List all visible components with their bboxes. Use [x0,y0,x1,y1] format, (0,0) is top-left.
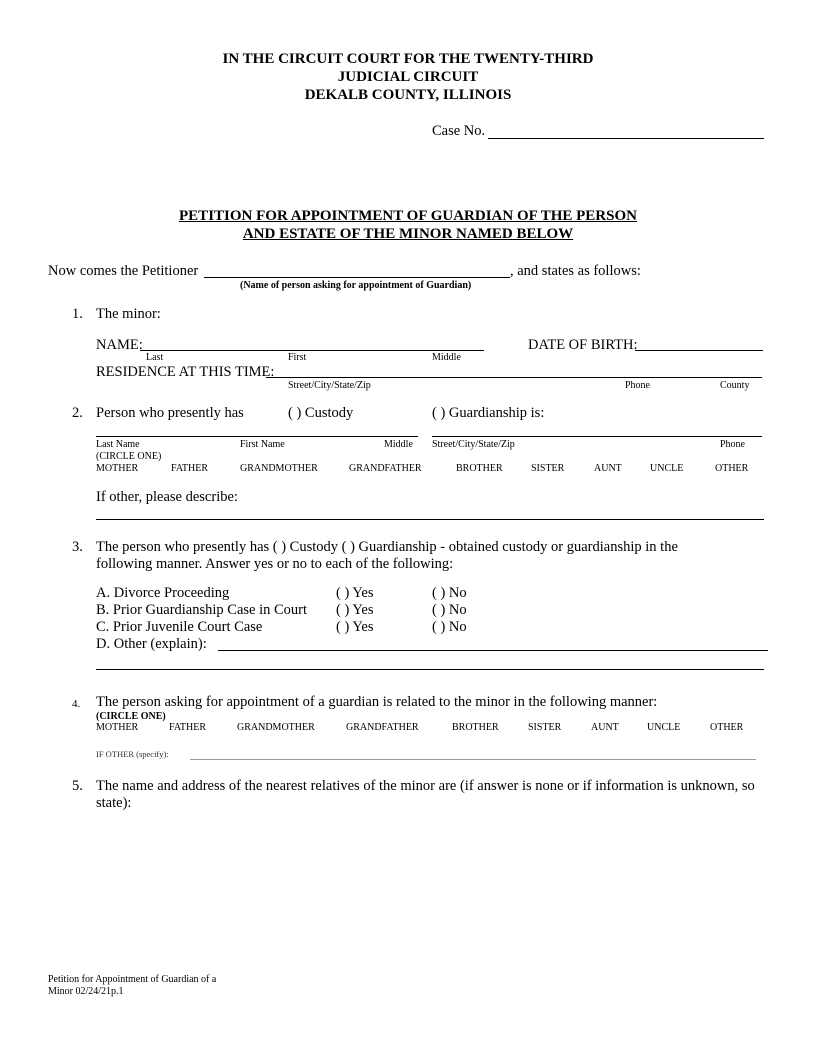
s2-caption-phone: Phone [720,439,745,450]
s2-text: Person who presently has [96,405,244,421]
s4-other-label: IF OTHER (specify): [96,749,169,759]
s5-line2: state): [96,795,132,811]
s3-item-b-label: B. Prior Guardianship Case in Court [96,602,308,618]
s3-item-a-no[interactable]: ( ) No [432,585,467,601]
s4-other-field[interactable] [190,759,756,760]
name-caption-first: First [288,352,307,363]
s3-item-a-yes[interactable]: ( ) Yes [336,585,374,601]
s4-number: 4. [72,698,81,710]
dob-field[interactable] [635,350,763,351]
s3-item-b-yes[interactable]: ( ) Yes [336,602,374,618]
s3-line2: following manner. Answer yes or no to each of the following: [96,556,454,572]
court-header-line2: JUDICIAL CIRCUIT [337,69,479,85]
s2-relation-brother[interactable]: BROTHER [456,463,503,474]
s2-caption-address: Street/City/State/Zip [432,439,515,450]
s3-number: 3. [72,539,83,555]
s2-relation-grandfather[interactable]: GRANDFATHER [349,463,422,474]
case-no-label: Case No. [432,123,486,139]
petition-title-line1: PETITION FOR APPOINTMENT OF GUARDIAN OF THE PERSON [179,208,637,224]
footer-line2: Minor 02/24/21p.1 [48,986,124,997]
petition-title-line2: AND ESTATE OF THE MINOR NAMED BELOW [242,226,574,242]
s2-relation-uncle[interactable]: UNCLE [650,463,684,474]
s4-relation-sister[interactable]: SISTER [528,722,562,733]
residence-label: RESIDENCE AT THIS TIME: [96,364,275,380]
name-caption-last: Last [146,352,164,363]
s3-line1: The person who presently has ( ) Custody ( ) Guardianship - obtained custody or guardianship in the [96,539,678,555]
s1-number: 1. [72,306,83,322]
s4-relation-brother[interactable]: BROTHER [452,722,499,733]
s2-address-field[interactable] [432,436,762,437]
s3-item-b-no[interactable]: ( ) No [432,602,467,618]
s4-relation-uncle[interactable]: UNCLE [647,722,681,733]
s2-relation-grandmother[interactable]: GRANDMOTHER [240,463,318,474]
res-caption-county: County [720,380,750,391]
name-caption-middle: Middle [432,352,461,363]
s1-text: The minor: [96,306,161,322]
s2-relation-father[interactable]: FATHER [171,463,209,474]
s2-name-field[interactable] [96,436,418,437]
court-header-line1: IN THE CIRCUIT COURT FOR THE TWENTY-THIRD [222,51,594,67]
intro-suffix: , and states as follows: [510,263,641,279]
petitioner-caption: (Name of person asking for appointment of Guardian) [240,280,472,291]
s2-other-label: If other, please describe: [96,489,238,505]
s3-other-field-2[interactable] [96,669,764,670]
s2-caption-last: Last Name [96,439,140,450]
s2-relation-other[interactable]: OTHER [715,463,749,474]
s5-number: 5. [72,778,83,794]
intro-prefix: Now comes the Petitioner [48,263,199,279]
s4-relation-aunt[interactable]: AUNT [591,722,619,733]
s4-relation-father[interactable]: FATHER [169,722,207,733]
s3-other-field[interactable] [218,650,768,651]
s2-guardianship-checkbox[interactable]: ( ) Guardianship is: [432,405,545,421]
s4-relation-grandfather[interactable]: GRANDFATHER [346,722,419,733]
s2-relation-mother[interactable]: MOTHER [96,463,139,474]
s3-item-c-no[interactable]: ( ) No [432,619,467,635]
s2-number: 2. [72,405,83,421]
res-caption-phone: Phone [625,380,650,391]
s4-relation-grandmother[interactable]: GRANDMOTHER [237,722,315,733]
s4-text: The person asking for appointment of a guardian is related to the minor in the following manner: [96,694,658,710]
court-header-line3: DEKALB COUNTY, ILLINOIS [304,87,512,103]
s2-caption-first: First Name [240,439,285,450]
s2-circle-one: (CIRCLE ONE) [96,451,162,462]
s2-caption-middle: Middle [384,439,413,450]
dob-label: DATE OF BIRTH: [528,337,638,353]
s3-other-label: D. Other (explain): [96,636,207,652]
s2-relation-sister[interactable]: SISTER [531,463,565,474]
s4-relation-mother[interactable]: MOTHER [96,722,139,733]
s3-item-c-label: C. Prior Juvenile Court Case [96,619,263,635]
residence-field[interactable] [266,377,762,378]
petitioner-name-field[interactable] [204,277,510,278]
s3-item-a-label: A. Divorce Proceeding [96,585,230,601]
res-caption-street: Street/City/State/Zip [288,380,371,391]
s3-item-c-yes[interactable]: ( ) Yes [336,619,374,635]
s4-relation-other[interactable]: OTHER [710,722,744,733]
s4-circle-one: (CIRCLE ONE) [96,711,166,722]
footer-line1: Petition for Appointment of Guardian of a [48,974,217,985]
case-no-field[interactable] [488,138,764,139]
s2-custody-checkbox[interactable]: ( ) Custody [288,405,354,421]
s2-relation-aunt[interactable]: AUNT [594,463,622,474]
minor-name-field[interactable] [140,350,484,351]
s2-other-field[interactable] [96,519,764,520]
s5-line1: The name and address of the nearest relatives of the minor are (if answer is none or if information is unknown, so [96,778,755,794]
minor-name-label: NAME: [96,337,143,353]
